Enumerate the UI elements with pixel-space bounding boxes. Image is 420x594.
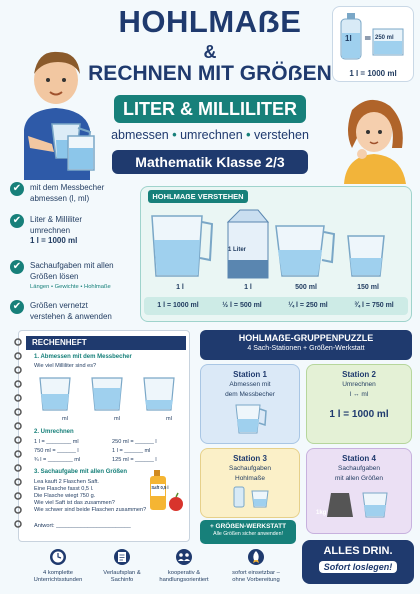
checklist-item-3 [10, 260, 130, 294]
footer-line: handlungsorientiert [159, 577, 209, 583]
jug-label: 250 ml [375, 35, 394, 41]
conv-cell: 125 ml = ______ l [112, 457, 157, 463]
task-line: Wie schwer sind beide Flaschen zusammen? [34, 507, 147, 513]
equals-sign: = [364, 34, 372, 44]
notebook-spiral [8, 336, 24, 536]
station-desc: Sachaufgaben [229, 465, 271, 472]
station-title: Station 4 [342, 454, 376, 463]
volume-label-medium-cup: 500 ml [295, 284, 317, 291]
task-line: Wie viel Saft ist das zusammen? [34, 500, 115, 506]
section1-heading: 1. Abmessen mit dem Messbecher [34, 354, 132, 360]
puzzle-title: HOHLMAẞE-GRUPPENPUZZLE [238, 333, 374, 343]
hohlmasse-verstehen-title: HOHLMAẞE VERSTEHEN [148, 190, 248, 203]
bottle-equivalence-box [332, 6, 414, 82]
check-line: Größen vernetzt [30, 301, 88, 310]
check-icon: ✔ [10, 214, 24, 228]
check-line: Sachaufgaben mit allen [30, 261, 114, 270]
footer-line: Unterrichtsstunden [33, 577, 83, 583]
check-line: 1 l = 1000 ml [30, 236, 78, 245]
title-ampersand: & [203, 42, 217, 62]
conv-cell: 1 l = ______ ml [112, 448, 151, 454]
check-icon: ✔ [10, 260, 24, 274]
footer-line: Sachinfo [110, 577, 134, 583]
title-hohlmasse: HOHLMAẞE [118, 4, 302, 39]
ml-blank: ml [166, 416, 172, 422]
rocket-icon [247, 548, 265, 566]
conv-cell: 250 ml = ______ l [112, 439, 157, 445]
station-desc: mit allen Größen [334, 475, 384, 482]
banner-liter-milliliter: LITER & MILLILITER [114, 95, 306, 123]
sub-dot: • [246, 128, 251, 142]
footer-item-cooperative [152, 548, 216, 584]
section1-question: Wie viel Milliliter sind es? [34, 363, 97, 369]
station-2 [306, 364, 412, 444]
check-icon: ✔ [10, 300, 24, 314]
checklist-item-2 [10, 214, 130, 254]
footer-item-hours [26, 548, 90, 584]
station4-icons [319, 483, 399, 519]
containers-graphic [148, 206, 408, 282]
station-3 [200, 448, 300, 518]
station3-icons [220, 483, 280, 509]
clock-icon [49, 548, 67, 566]
station-4 [306, 448, 412, 534]
bottle-label: 1l [345, 34, 352, 43]
station-desc: Umrechnen [342, 381, 376, 388]
conv-cell: 1 l = ________ ml [34, 439, 79, 445]
measuring-cups-exercise [36, 374, 186, 414]
station-desc: dem Messbecher [225, 391, 275, 398]
werkstatt-title: + GRÖẞEN-WERKSTATT [209, 523, 287, 530]
section2-heading: 2. Umrechnen [34, 429, 74, 435]
checklist-icon [113, 548, 131, 566]
station-desc: l ↔ ml [349, 391, 369, 398]
station2-equation: 1 l = 1000 ml [329, 409, 389, 420]
juice-label: Saft 0,5 l [151, 485, 169, 490]
grade-badge: Mathematik Klasse 2/3 [112, 150, 308, 174]
equation-3: ¼ l = 250 ml [288, 302, 328, 309]
equation-1: 1 l = 1000 ml [157, 302, 199, 309]
footer-line: kooperativ & [167, 570, 201, 576]
footer-line: sofort einsetzbar – [232, 570, 280, 576]
check-line: verstehen & anwenden [30, 311, 112, 321]
title-rechnen-mit-groessen: RECHNEN MIT GRÖẞEN [88, 62, 332, 85]
volume-label-carton: 1 l [244, 284, 252, 291]
footer-line: ohne Vorbereitung [232, 577, 280, 583]
station-desc: Abmessen mit [229, 381, 271, 388]
answer-line: Antwort: ________________________ [34, 523, 131, 529]
checklist-item-4 [10, 300, 130, 328]
section3-heading: 3. Sachaufgabe mit allen Größen [34, 469, 128, 475]
alles-drin-badge [302, 540, 414, 584]
footer-item-plan [90, 548, 154, 584]
station-desc: Hohlmaße [235, 475, 265, 482]
station-1 [200, 364, 300, 444]
footer-item-ready [216, 548, 296, 584]
sub-dot: • [172, 128, 177, 142]
sub-umrechnen: umrechnen [180, 128, 243, 142]
rechenheft-title: RECHENHEFT [26, 336, 186, 350]
station-title: Station 1 [233, 370, 267, 379]
group-icon [175, 548, 193, 566]
check-icon: ✔ [10, 182, 24, 196]
check-line: Liter & Milliliter [30, 215, 83, 224]
carton-label: 1 Liter [228, 247, 247, 253]
check-line: abmessen (l, ml) [30, 193, 90, 203]
alles-drin-title: ALLES DRIN. [323, 545, 393, 557]
check-line: Größen lösen [30, 271, 79, 281]
station-title: Station 3 [233, 454, 267, 463]
volume-label-glass: 150 ml [357, 284, 379, 291]
glass-illustration [62, 132, 102, 174]
bottle-caption: 1 l = 1000 ml [349, 69, 397, 78]
equation-2: ½ l = 500 ml [222, 302, 262, 309]
conv-cell: 750 ml = ______ l [34, 448, 79, 454]
equation-4: ¾ l = 750 ml [354, 302, 394, 309]
conv-cell: ¾ l = ________ ml [34, 457, 81, 463]
girl-illustration [322, 92, 418, 184]
weight-label: 1kg [316, 510, 327, 516]
ml-blank: ml [114, 416, 120, 422]
check-line-small: Längen • Gewichte • Hohlmaße [30, 284, 111, 290]
station-title: Station 2 [342, 370, 376, 379]
station1-cup-icon [230, 401, 270, 435]
task-line: Eine Flasche fasst 0,5 l. [34, 486, 94, 492]
task-line: Lea kauft 2 Flaschen Saft. [34, 479, 99, 485]
check-line: mit dem Messbecher [30, 183, 105, 192]
sofort-loslegen: Sofort loslegen! [319, 561, 398, 573]
sub-abmessen: abmessen [111, 128, 169, 142]
ml-blank: ml [62, 416, 68, 422]
juice-bottle-apple [148, 468, 188, 514]
volume-label-cup: 1 l [176, 284, 184, 291]
check-line: umrechnen [30, 225, 71, 235]
checklist-item-1 [10, 182, 130, 210]
werkstatt-subtitle: Alle Größen sicher anwenden! [213, 531, 283, 537]
puzzle-header [200, 330, 412, 360]
footer-line: 4 komplette [43, 570, 73, 576]
groessen-werkstatt [200, 520, 296, 544]
station-desc: Sachaufgaben [338, 465, 380, 472]
task-line: Die Flasche wiegt 750 g. [34, 493, 96, 499]
footer-line: Verlaufsplan & [103, 570, 141, 576]
puzzle-subtitle: 4 Sach-Stationen + Größen-Werkstatt [247, 345, 365, 352]
sub-verstehen: verstehen [254, 128, 309, 142]
